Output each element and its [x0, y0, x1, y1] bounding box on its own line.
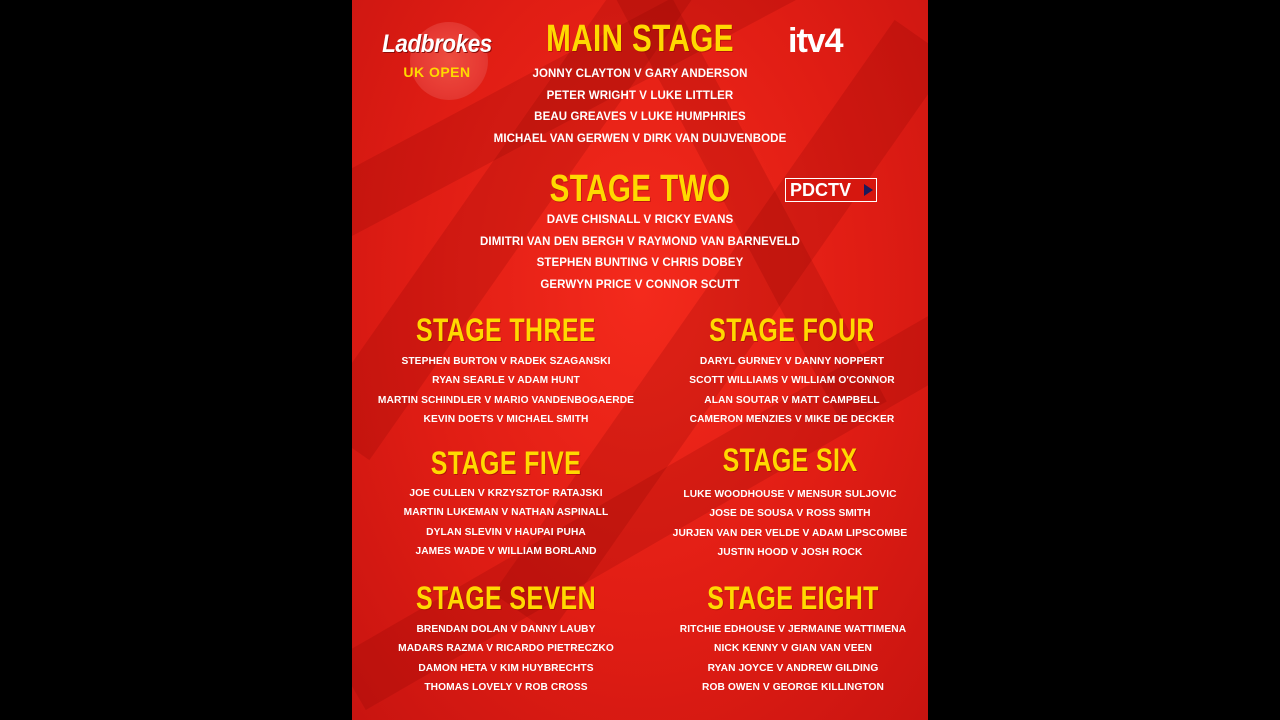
stage-title: STAGE TWO — [549, 168, 731, 210]
fixture-row: MADARS RAZMA V RICARDO PIETRECZKO — [398, 643, 614, 655]
fixture-row: STEPHEN BUNTING V CHRIS DOBEY — [536, 257, 744, 270]
fixture-row: DARYL GURNEY V DANNY NOPPERT — [699, 356, 885, 367]
fixture-row: GERWYN PRICE V CONNOR SCUTT — [540, 279, 740, 292]
fixture-row: MARTIN SCHINDLER V MARIO VANDENBOGAERDE — [377, 394, 635, 406]
fixture-row: ROB OWEN V GEORGE KILLINGTON — [701, 681, 885, 693]
fixture-row: ALAN SOUTAR V MATT CAMPBELL — [704, 394, 880, 406]
fixture-row: BRENDAN DOLAN V DANNY LAUBY — [416, 624, 596, 635]
fixture-row: JOE CULLEN V KRZYSZTOF RATAJSKI — [409, 488, 603, 499]
fixture-row: SCOTT WILLIAMS V WILLIAM O'CONNOR — [689, 375, 895, 387]
fixture-row: JURJEN VAN DER VELDE V ADAM LIPSCOMBE — [672, 527, 908, 539]
fixture-row: DAVE CHISNALL V RICKY EVANS — [546, 214, 734, 226]
fixture-row: PETER WRIGHT V LUKE LITTLER — [546, 89, 734, 102]
fixture-row: JONNY CLAYTON V GARY ANDERSON — [532, 68, 748, 80]
stage-title: STAGE SIX — [722, 442, 858, 478]
pdc-tv-label: PDCTV — [790, 180, 852, 200]
fixture-row: RYAN JOYCE V ANDREW GILDING — [707, 662, 879, 674]
play-icon — [864, 184, 873, 196]
itv4-logo: itv4 — [788, 22, 843, 60]
stage-title: STAGE THREE — [416, 312, 596, 348]
fixture-row: LUKE WOODHOUSE V MENSUR SULJOVIC — [683, 489, 897, 500]
stage-title: MAIN STAGE — [546, 18, 734, 60]
stage-title: STAGE FIVE — [430, 445, 582, 481]
fixtures-poster — [352, 0, 928, 720]
stage-title: STAGE SEVEN — [416, 580, 596, 616]
fixture-row: RYAN SEARLE V ADAM HUNT — [432, 375, 580, 387]
fixture-row: JOSE DE SOUSA V ROSS SMITH — [709, 508, 871, 520]
fixture-row: NICK KENNY V GIAN VAN VEEN — [714, 643, 872, 655]
fixture-row: JUSTIN HOOD V JOSH ROCK — [717, 546, 863, 558]
fixture-row: BEAU GREAVES V LUKE HUMPHRIES — [534, 111, 746, 124]
fixture-row: MICHAEL VAN GERWEN V DIRK VAN DUIJVENBODE — [493, 133, 787, 146]
stage-title: STAGE FOUR — [709, 312, 875, 348]
fixture-row: MARTIN LUKEMAN V NATHAN ASPINALL — [403, 507, 609, 519]
fixture-row: KEVIN DOETS V MICHAEL SMITH — [423, 413, 589, 425]
fixture-row: JAMES WADE V WILLIAM BORLAND — [415, 545, 597, 557]
uk-open-label: UK OPEN — [403, 64, 471, 80]
fixture-row: CAMERON MENZIES V MIKE DE DECKER — [689, 413, 895, 425]
ladbrokes-wordmark: Ladbrokes — [382, 30, 492, 58]
pdc-tv-logo — [785, 178, 877, 202]
fixture-row: RITCHIE EDHOUSE V JERMAINE WATTIMENA — [679, 624, 907, 635]
fixture-row: DIMITRI VAN DEN BERGH V RAYMOND VAN BARNEVELD — [480, 235, 800, 248]
fixture-row: THOMAS LOVELY V ROB CROSS — [424, 681, 588, 693]
fixture-row: DAMON HETA V KIM HUYBRECHTS — [418, 662, 594, 674]
stage-title: STAGE EIGHT — [707, 580, 879, 616]
fixture-row: STEPHEN BURTON V RADEK SZAGANSKI — [401, 356, 611, 367]
fixture-row: DYLAN SLEVIN V HAUPAI PUHA — [426, 526, 586, 538]
